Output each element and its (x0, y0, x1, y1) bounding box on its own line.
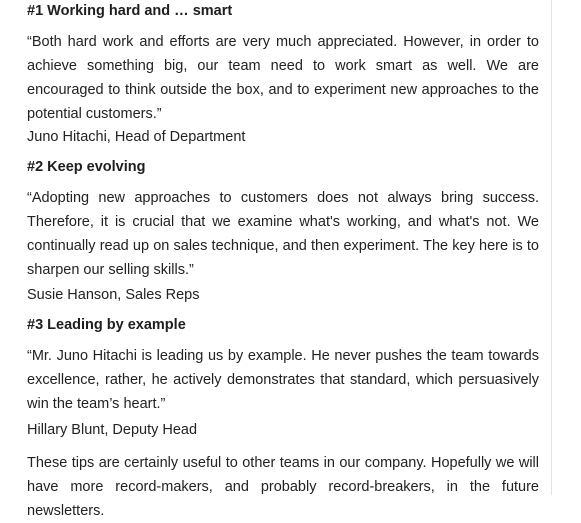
section-quote-2: “Adopting new approaches to customers does not always bring success. Therefore, it is crucial that we examine what's working, and what's not. We continually read up on sales technique, and then experiment. The key here is to sharpen our selling skills.” (27, 190, 539, 278)
section-heading-2: #2 Keep evolving (27, 159, 146, 175)
section-quote-3: “Mr. Juno Hitachi is leading us by example. He never pushes the team towards excellence, rather, he actively demonstrates that standard, which persuasively win the team’s heart.” (27, 348, 539, 412)
closing-paragraph: These tips are certainly useful to other teams in our company. Hopefully we will have more record-makers, and probably record-breakers, in the future newsletters. (27, 455, 539, 519)
section-attribution-3: Hillary Blunt, Deputy Head (27, 422, 198, 438)
section-attribution-2: Susie Hanson, Sales Reps (27, 287, 200, 303)
section-quote-1: “Both hard work and efforts are very much appreciated. However, in order to achieve something big, our team need to work smart as well. We are encouraged to think outside the box, and to experiment new approaches to the potential customers.” (27, 34, 539, 122)
section-heading-3: #3 Leading by example (27, 317, 186, 333)
section-attribution-1: Juno Hitachi, Head of Department (27, 129, 246, 145)
section-heading-1: #1 Working hard and … smart (27, 3, 233, 19)
